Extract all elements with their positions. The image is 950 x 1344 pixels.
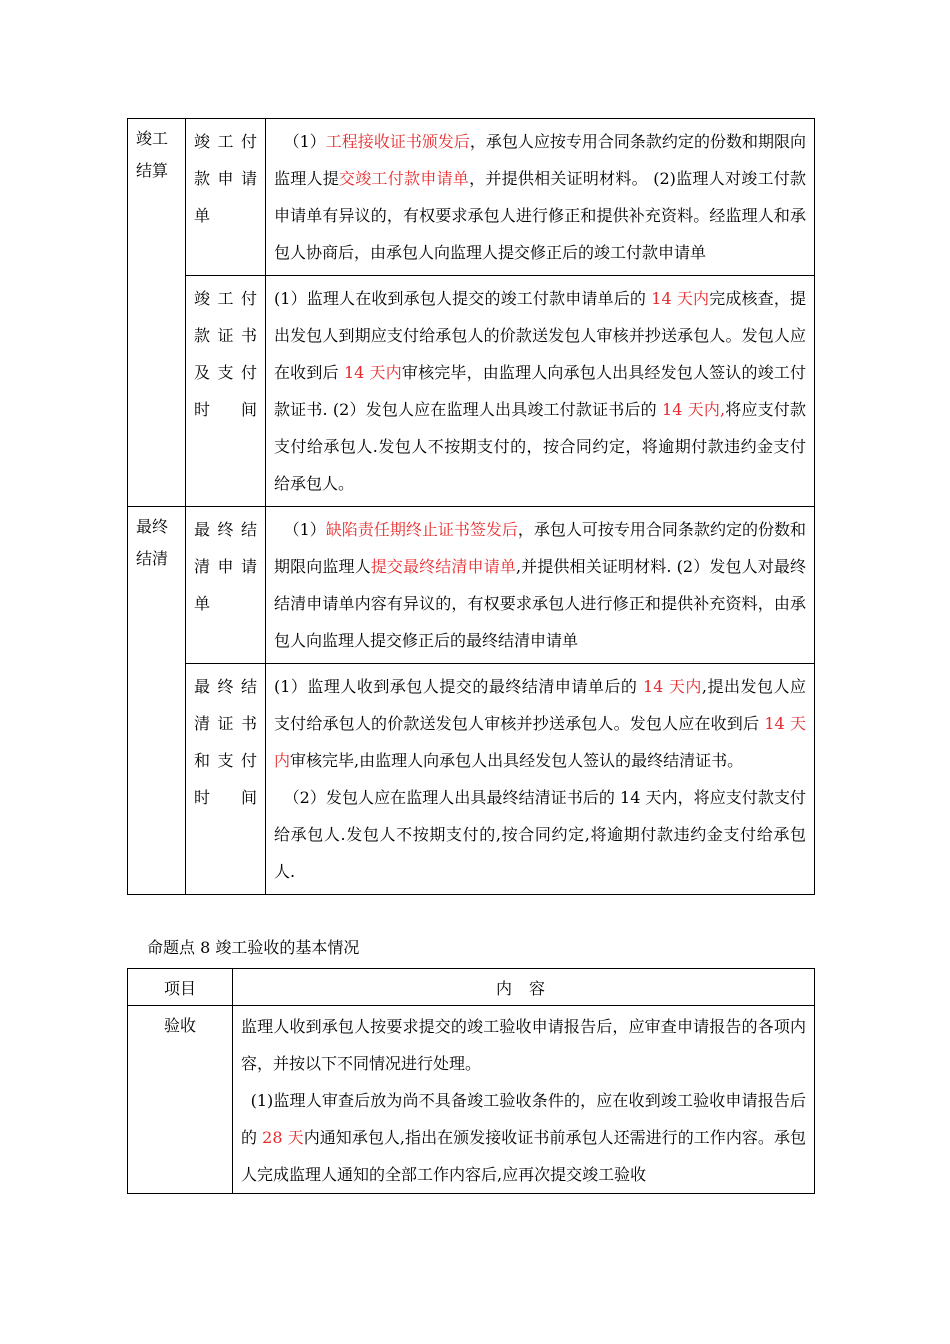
table-row <box>128 1006 815 1194</box>
item-label: 最终结清申请单 <box>194 520 257 613</box>
body-text: (1)监理人审查后放为尚不具备竣工验收条件的，应在收到竣工验收申请报告后的 <box>241 1091 806 1147</box>
table-header-row <box>128 969 815 1006</box>
highlight-text: 缺陷责任期终止证书签发后 <box>325 520 518 539</box>
body-text: 完成核查，提出发包人到期应支付给承包人的价款送发包人审核并抄送承包人。发包人应在收到后 <box>274 289 806 382</box>
body-text: ，并提供相关证明材料。 (2)监理人对竣工付款申请单有异议的，有权要求承包人进行修正和提供补充资料。经监理人和承包人协商后，由承包人向监理人提交修正后的竣工付款申请单 <box>274 169 806 262</box>
highlight-text: 交竣工付款申请单 <box>339 169 470 188</box>
content-cell <box>266 664 815 895</box>
highlight-text: 14 天内 <box>343 363 402 382</box>
body-text: ,提出发包人应支付给承包人的价款送发包人审核并抄送承包人。发包人应在收到后 <box>274 677 806 733</box>
highlight-text: 提交最终结清申请单 <box>370 557 516 576</box>
category-cell <box>128 507 186 895</box>
highlight-text: 14 天内 <box>651 289 710 308</box>
content-text <box>274 511 806 659</box>
content-cell <box>233 1006 815 1194</box>
item-label: 竣工付款证书及支付时间 <box>194 289 257 419</box>
body-text: (1）监理人收到承包人提交的最终结清申请单后的 <box>274 677 643 696</box>
body-text: ，承包人可按专用合同条款约定的份数和期限向监理人 <box>274 520 806 576</box>
item-cell <box>186 119 266 276</box>
body-text: 审核完毕，由监理人向承包人出具经发包人签认的竣工付款证书. (2）发包人应在监理人出具竣工付款证书后的 <box>274 363 806 419</box>
body-text: （1） <box>283 132 326 151</box>
body-text: （1） <box>283 520 326 539</box>
content-text-extra: （2）发包人应在监理人出具最终结清证书后的 14 天内，将应支付款支付给承包人.发包人不按期支付的,按合同约定,将逾期付款违约金支付给承包人. <box>274 788 806 881</box>
body-text: 审核完毕,由监理人向承包人出具经发包人签认的最终结清证书。 <box>290 751 744 770</box>
acceptance-table <box>127 968 815 1194</box>
item-cell <box>186 276 266 507</box>
content-paragraph <box>241 1082 806 1193</box>
category-cell <box>128 119 186 507</box>
item-cell <box>186 507 266 664</box>
body-text: (1）监理人在收到承包人提交的竣工付款申请单后的 <box>274 289 652 308</box>
column-header-content: 内 容 <box>233 969 815 1006</box>
item-label: 竣工付款申请单 <box>194 132 257 225</box>
column-header-item: 项目 <box>128 969 233 1006</box>
item-label: 最终结清证书和支付时间 <box>194 677 257 807</box>
item-cell <box>186 664 266 895</box>
content-cell <box>266 507 815 664</box>
category-label: 最终 结清 <box>136 517 169 568</box>
body-text: ，承包人应按专用合同条款约定的份数和期限向监理人提 <box>274 132 806 188</box>
body-text: 内通知承包人,指出在颁发接收证书前承包人还需进行的工作内容。承包人完成监理人通知的全部工作内容后,应再次提交竣工验收 <box>241 1128 806 1184</box>
content-text <box>274 668 806 779</box>
category-label: 竣工 结算 <box>136 129 169 180</box>
highlight-text: 14 天内, <box>662 400 726 419</box>
body-text: 将应支付款支付给承包人.发包人不按期支付的，按合同约定，将逾期付款违约金支付给承包人。 <box>274 400 806 493</box>
content-text <box>274 123 806 271</box>
highlight-text: 28 天 <box>262 1128 304 1147</box>
content-cell <box>266 119 815 276</box>
section-heading: 命题点 8 竣工验收的基本情况 <box>147 938 360 957</box>
content-text <box>274 280 806 502</box>
item-cell: 验收 <box>128 1006 233 1194</box>
highlight-text: 工程接收证书颁发后 <box>325 132 470 151</box>
table-row <box>128 507 815 664</box>
table-row <box>128 664 815 895</box>
highlight-text: 14 天内 <box>274 714 806 770</box>
table-row <box>128 276 815 507</box>
content-cell <box>266 276 815 507</box>
highlight-text: 14 天内 <box>642 677 702 696</box>
settlement-table <box>127 118 815 895</box>
content-paragraph: 监理人收到承包人按要求提交的竣工验收申请报告后，应审查申请报告的各项内容，并按以下不同情况进行处理。 <box>241 1017 806 1073</box>
table-row <box>128 119 815 276</box>
body-text: ,并提供相关证明材料. (2）发包人对最终结清申请单内容有异议的，有权要求承包人进行修正和提供补充资料，由承包人向监理人提交修正后的最终结清申请单 <box>274 557 806 650</box>
